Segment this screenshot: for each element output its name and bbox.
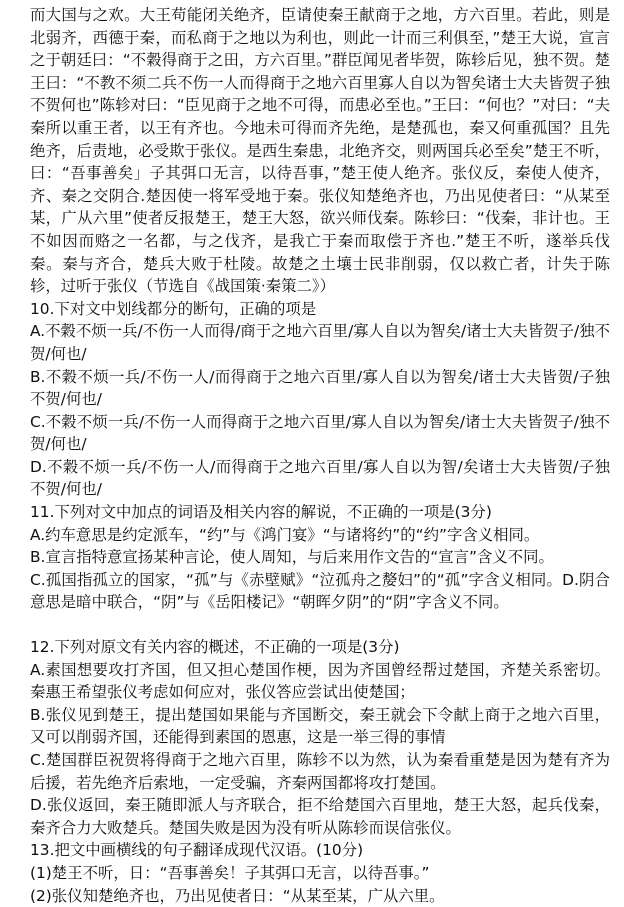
question-11-option-cd: C.孤国指孤立的国家，“孤”与《赤壁赋》“泣孤舟之嫠妇”的“孤”字含义相同。D.阴合意思是暗中联合，“阴”与《岳阳楼记》“朝晖夕阴”的“阴”字含义不同。 <box>30 570 610 612</box>
question-12-stem: 12.下列对原文有关内容的概述，不正确的一项是(3分) <box>30 638 400 657</box>
question-10-stem: 10.下对文中划线都分的断句，正确的项是 <box>30 299 317 318</box>
question-12-option-a: A.素国想要攻打齐国，但又担心楚国作梗，因为齐国曾经帮过楚国，齐楚关系密切。秦惠王希望张仪考虑如何应对，张仪答应尝试出使楚国； <box>30 660 610 702</box>
question-13-item-1: (1)楚王不听，日：“吾事善矣！子其弭口无言，以待吾事。” <box>30 863 430 882</box>
question-13-item-2: (2)张仪知楚绝齐也，乃出见使者日：“从某至某，广从六里。 <box>30 886 445 905</box>
blank-line <box>30 614 610 636</box>
question-10-option-a: A.不穀不烦一兵/不伤一人而得/商于之地六百里/寡人自以为智矣/诸士大夫皆贺子/独不贺/何也/ <box>30 322 610 363</box>
question-12-option-d: D.张仪返回，秦王随即派人与齐联合，拒不给楚国六百里地，楚王大怒，起兵伐秦，秦齐合力大败楚兵。楚国失败是因为没有听从陈轸而误信张仪。 <box>30 796 610 837</box>
question-10-option-d: D.不穀不烦一兵/不伤一人/而得商于之地六百里/寡人自以为智/矣诸士大夫皆贺/子独不贺/何也/ <box>30 457 610 499</box>
question-11-option-b: B.宣言指特意宣扬某种言论，使人周知，与后来用作文告的“宣言”含义不同。 <box>30 548 554 567</box>
passage-text: 而大国与之欢。大王苟能闭关绝齐，臣请使秦王献商于之地，方六百里。若此，则是北弱齐，西德于秦，而私商于之地以为利也，则此一计而三利俱至，”楚王大说，宣言之于朝廷曰：“不穀得商于之田，方六百里。”群臣闻见者毕贺，陈轸后见，独不贺。楚王曰：“不教不须二兵不伤一人而得商于之地六百里寡人自以为智矣诸士大夫皆贺子独不贺何也”陈轸对曰：“臣见商于之地不可得，而患必至也。”王曰：“何也？”对曰：“夫秦所以重王者，以王有齐也。今地未可得而齐先绝，是楚孤也，秦又何重孤国？且先绝齐，后责地，必受欺于张仪。是西生秦患，北绝齐交，则两国兵必至矣”楚王不听，曰：“吾事善矣」子其弭口无言，以待吾事，”楚王使人绝齐。张仪反，秦使人使齐，齐、秦之交阴合.楚因使一将军受地于秦。张仪知楚绝齐也，乃出见使者曰：“从某至某，广从六里”使者反报楚王，楚王大怒，欲兴师伐秦。陈轸曰：“伐秦，非计也。王不如因而赂之一名都，与之伐齐，是我亡于秦而取偿于齐也.”楚王不听，遂举兵伐秦。秦与齐合，楚兵大败于杜陵。故楚之土壤士民非削弱，仅以救亡者，计失于陈轸，过听于张仪（节选自《战国策·秦策二》） <box>30 6 610 296</box>
question-13-stem: 13.把文中画横线的句子翻译成现代汉语。(10分) <box>30 841 364 860</box>
question-12-option-c: C.楚国群臣祝贺将得商于之地六百里，陈轸不以为然，认为秦看重楚是因为楚有齐为后援，若先绝齐后索地，一定受骗，齐秦两国都将攻打楚国。 <box>30 751 610 792</box>
question-12-option-b: B.张仪见到楚王，提出楚国如果能与齐国断交，秦王就会下令献上商于之地六百里，又可以削弱齐国，还能得到素国的恩惠，这是一举三得的事情 <box>30 705 610 747</box>
question-11-option-a: A.约车意思是约定派车，“约”与《鸿门宴》“与诸将约”的“约”字含义相同。 <box>30 525 540 544</box>
question-10-option-b: B.不穀不烦一兵/不伤一人/而得商于之地六百里/寡人自以为智矣/诸士大夫皆贺/子独不贺/何也/ <box>30 367 610 409</box>
question-11-stem: 11.下列对文中加点的词语及相关内容的解说，不正确的一项是(3分) <box>30 503 492 522</box>
question-10-option-c: C.不穀不烦一兵/不伤一人而得商于之地六百里/寡人自以为智矣/诸士大夫皆贺子/独不贺/何也/ <box>30 412 610 454</box>
